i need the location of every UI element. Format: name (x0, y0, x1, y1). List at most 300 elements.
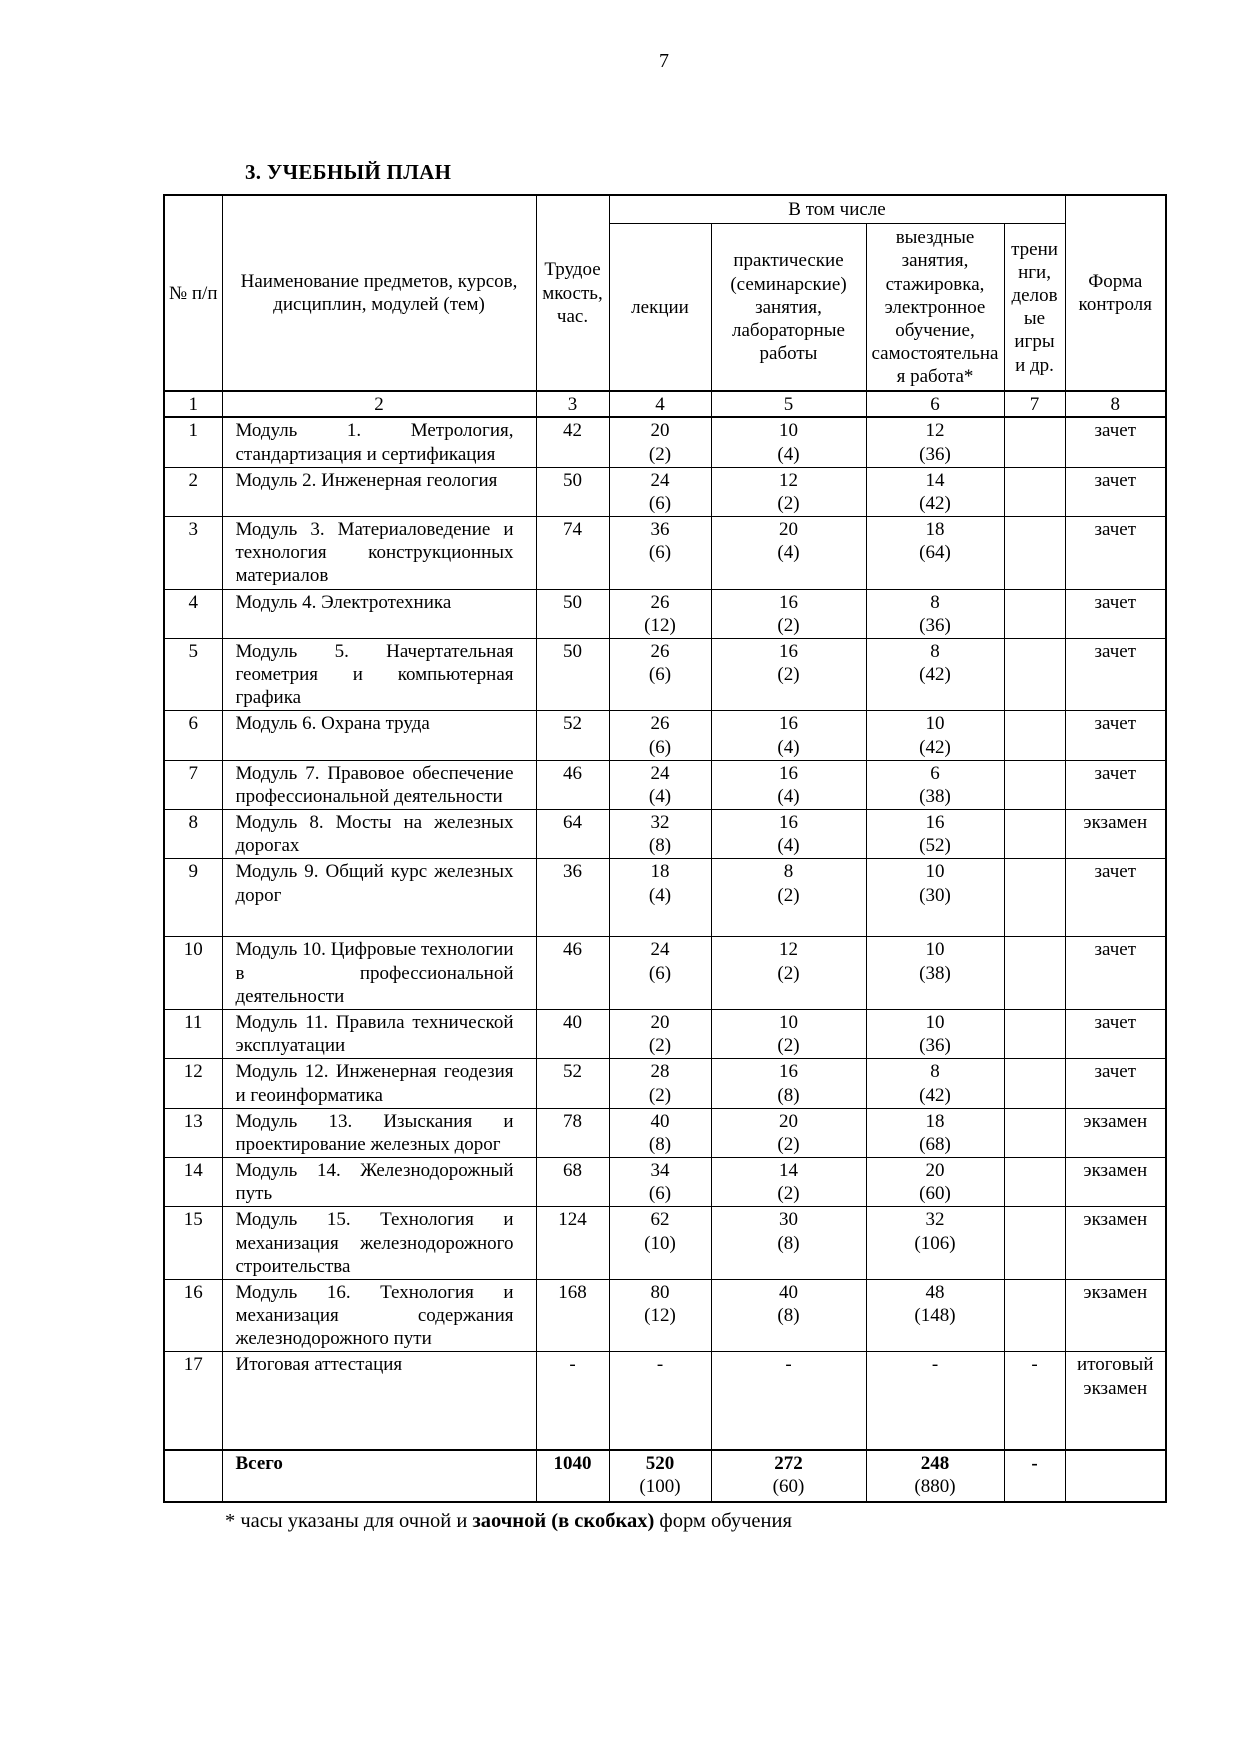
cell-name (222, 1352, 536, 1450)
cell-extramural-value: (4) (648, 785, 672, 807)
cell-value: 20 (925, 1160, 945, 1182)
cell-value: 32 (925, 1209, 945, 1231)
cell-hours (536, 1450, 609, 1502)
cell-value: - (1031, 1452, 1038, 1474)
cell-value: 36 (650, 519, 670, 541)
cell-name (222, 589, 536, 638)
header-col-trainings: тренинги, деловые игры и др. (1004, 224, 1065, 392)
cell-value: 12 (925, 420, 945, 442)
column-numbering-row (164, 391, 1166, 417)
cell-remote (866, 467, 1004, 516)
cell-value: 10 (925, 713, 945, 735)
column-number: 4 (609, 391, 711, 417)
cell-lectures (609, 1207, 711, 1280)
cell-value: 18 (925, 519, 945, 541)
table-row (164, 638, 1166, 711)
cell-value: 62 (650, 1209, 670, 1231)
cell-num (164, 1108, 222, 1157)
cell-extramural-value: (12) (644, 1305, 676, 1327)
cell-value: 6 (930, 762, 940, 784)
cell-extramural-value: (8) (777, 1305, 800, 1327)
header-col-lectures: лекции (609, 224, 711, 392)
cell-value: 124 (558, 1209, 587, 1231)
cell-extramural-value: (30) (919, 884, 951, 906)
column-number: 3 (536, 391, 609, 417)
table-body (164, 417, 1166, 1450)
cell-extramural-value: (2) (777, 1133, 800, 1155)
cell-value: 10 (925, 939, 945, 961)
table-row (164, 1207, 1166, 1280)
cell-trainings (1004, 1207, 1065, 1280)
cell-hours (536, 1158, 609, 1207)
cell-extramural-value: (4) (777, 736, 800, 758)
cell-extramural-value: (6) (648, 664, 672, 686)
cell-value: 18 (925, 1110, 945, 1132)
cell-control (1065, 638, 1166, 711)
cell-practice (711, 1450, 866, 1502)
cell-value: 36 (563, 861, 582, 883)
cell-value: Модуль 15. Технология и механизация железнодорожного строительства (235, 1209, 514, 1277)
cell-value: 17 (183, 1354, 203, 1376)
cell-value: 1040 (553, 1452, 592, 1474)
cell-value: 168 (558, 1281, 587, 1303)
cell-value: 8 (930, 591, 940, 613)
table-row (164, 517, 1166, 590)
cell-value: 64 (563, 812, 582, 834)
cell-value: зачет (1094, 591, 1137, 613)
cell-num (164, 638, 222, 711)
cell-value: 11 (184, 1011, 203, 1033)
cell-value: зачет (1094, 640, 1137, 662)
cell-practice (711, 760, 866, 809)
cell-practice (711, 1352, 866, 1450)
cell-extramural-value: (6) (648, 736, 672, 758)
cell-value: 80 (650, 1281, 670, 1303)
cell-lectures (609, 859, 711, 937)
cell-extramural-value: (4) (777, 835, 800, 857)
cell-value: 3 (188, 519, 198, 541)
cell-name (222, 810, 536, 859)
cell-value: Модуль 8. Мосты на железных дорогах (235, 812, 514, 857)
cell-lectures (609, 517, 711, 590)
cell-value: Модуль 11. Правила технической эксплуатации (235, 1011, 514, 1057)
cell-lectures (609, 638, 711, 711)
cell-value: 13 (183, 1110, 203, 1132)
cell-extramural-value: (64) (919, 542, 951, 564)
cell-remote (866, 1009, 1004, 1058)
cell-value: экзамен (1083, 1110, 1148, 1132)
cell-value: Модуль 2. Инженерная геология (235, 469, 498, 491)
cell-value: 16 (183, 1281, 203, 1303)
table-row (164, 1279, 1166, 1352)
cell-hours (536, 810, 609, 859)
cell-value: - (656, 1354, 664, 1376)
cell-name (222, 1158, 536, 1207)
cell-practice (711, 810, 866, 859)
cell-name (222, 1108, 536, 1157)
cell-value: Модуль 4. Электротехника (235, 591, 452, 613)
cell-value: зачет (1094, 519, 1137, 541)
cell-control (1065, 1158, 1166, 1207)
cell-value: зачет (1094, 861, 1137, 883)
cell-extramural-value: (2) (777, 1183, 800, 1205)
header-col-num: № п/п (164, 195, 222, 391)
cell-value: 20 (779, 519, 798, 541)
cell-value: 5 (188, 640, 198, 662)
cell-trainings (1004, 1059, 1065, 1108)
cell-value: Модуль 16. Технология и механизация содержания железнодорожного пути (235, 1281, 514, 1350)
cell-value: 48 (925, 1281, 945, 1303)
cell-practice (711, 1279, 866, 1352)
cell-extramural-value: (42) (919, 664, 951, 686)
cell-num (164, 1158, 222, 1207)
cell-value: 78 (563, 1110, 582, 1132)
cell-value: 4 (188, 591, 198, 613)
cell-value: 10 (779, 1011, 798, 1033)
cell-value: Модуль 10. Цифровые технологии в профессиональной деятельности (235, 939, 514, 1007)
cell-lectures (609, 1059, 711, 1108)
cell-remote (866, 417, 1004, 467)
cell-value: 9 (188, 861, 198, 883)
cell-extramural-value: (2) (777, 962, 800, 984)
cell-num (164, 1352, 222, 1450)
cell-value: 52 (563, 713, 582, 735)
document-content (163, 160, 1165, 1533)
table-row (164, 1009, 1166, 1058)
cell-extramural-value: (38) (919, 962, 951, 984)
cell-extramural-value: (42) (919, 1084, 951, 1106)
cell-name (222, 711, 536, 760)
table-row (164, 937, 1166, 1010)
cell-lectures (609, 1352, 711, 1450)
header-col-hours: Трудоемкость, час. (536, 195, 609, 391)
table-row (164, 760, 1166, 809)
cell-extramural-value: (52) (919, 835, 951, 857)
cell-value: зачет (1094, 939, 1137, 961)
cell-extramural-value: (148) (914, 1305, 956, 1327)
cell-trainings (1004, 638, 1065, 711)
cell-extramural-value: (2) (777, 492, 800, 514)
cell-value: 8 (188, 812, 198, 834)
cell-practice (711, 937, 866, 1010)
cell-value: Модуль 7. Правовое обеспечение профессиональной деятельности (235, 762, 514, 807)
footnote (225, 1510, 1165, 1533)
cell-extramural-value: (68) (919, 1133, 951, 1155)
cell-control (1065, 517, 1166, 590)
column-number: 8 (1065, 391, 1166, 417)
cell-extramural-value: (2) (777, 1035, 800, 1057)
cell-value: зачет (1094, 1061, 1137, 1083)
cell-extramural-value: (42) (919, 736, 951, 758)
cell-hours (536, 937, 609, 1010)
cell-remote (866, 1059, 1004, 1108)
cell-lectures (609, 760, 711, 809)
table-row (164, 810, 1166, 859)
cell-value: - (569, 1354, 576, 1376)
cell-value: Модуль 3. Материаловедение и технология конструкционных материалов (235, 519, 514, 587)
table-row (164, 589, 1166, 638)
column-number: 5 (711, 391, 866, 417)
cell-value: 12 (183, 1061, 203, 1083)
total-row (164, 1450, 1166, 1502)
cell-hours (536, 1059, 609, 1108)
cell-extramural-value: (6) (648, 542, 672, 564)
cell-value: 16 (779, 1061, 798, 1083)
cell-extramural-value: (4) (648, 884, 672, 906)
cell-remote (866, 589, 1004, 638)
cell-value: 16 (779, 762, 798, 784)
cell-lectures (609, 1279, 711, 1352)
cell-value: 40 (650, 1110, 670, 1132)
cell-trainings (1004, 810, 1065, 859)
cell-control (1065, 589, 1166, 638)
cell-value: 14 (925, 469, 945, 491)
cell-value: 18 (650, 861, 670, 883)
cell-extramural-value: (2) (777, 614, 800, 636)
cell-remote (866, 810, 1004, 859)
cell-remote (866, 1279, 1004, 1352)
cell-control (1065, 1352, 1166, 1450)
footnote-text: форм обучения (654, 1509, 792, 1532)
cell-extramural-value: (8) (777, 1232, 800, 1254)
cell-extramural-value: (60) (919, 1183, 951, 1205)
cell-value: Модуль 12. Инженерная геодезия и геоинформатика (235, 1061, 514, 1106)
cell-value: 15 (183, 1209, 203, 1231)
table-footer (164, 1450, 1166, 1502)
cell-extramural-value: (4) (777, 785, 800, 807)
cell-value: 24 (650, 762, 670, 784)
cell-control (1065, 810, 1166, 859)
cell-value: Модуль 5. Начертательная геометрия и компьютерная графика (235, 640, 514, 709)
table-row (164, 1059, 1166, 1108)
cell-value: зачет (1094, 713, 1137, 735)
cell-trainings (1004, 859, 1065, 937)
column-number: 6 (866, 391, 1004, 417)
cell-control (1065, 417, 1166, 467)
cell-value: 8 (783, 861, 794, 883)
section-title: 3. УЧЕБНЫЙ ПЛАН (245, 160, 452, 184)
cell-name (222, 859, 536, 937)
cell-value: 14 (779, 1160, 798, 1182)
cell-extramural-value: (8) (648, 1133, 672, 1155)
cell-value: Модуль 9. Общий курс железных дорог (235, 861, 514, 906)
cell-extramural-value: (880) (914, 1476, 956, 1498)
cell-trainings (1004, 937, 1065, 1010)
cell-hours (536, 711, 609, 760)
table-header (164, 195, 1166, 417)
footnote-bold-text: заочной (в скобках) (472, 1509, 655, 1532)
cell-value: - (785, 1354, 792, 1376)
cell-trainings (1004, 417, 1065, 467)
cell-hours (536, 760, 609, 809)
cell-extramural-value: (2) (777, 884, 800, 906)
cell-value: зачет (1094, 1011, 1137, 1033)
cell-name (222, 1009, 536, 1058)
cell-remote (866, 1108, 1004, 1157)
cell-control (1065, 1279, 1166, 1352)
cell-trainings (1004, 1279, 1065, 1352)
cell-extramural-value: (2) (648, 1084, 672, 1106)
cell-name (222, 1279, 536, 1352)
cell-extramural-value: (4) (777, 542, 800, 564)
header-group-including: В том числе (609, 195, 1065, 224)
column-number: 1 (164, 391, 222, 417)
cell-value: 74 (563, 519, 582, 541)
cell-value: итоговый экзамен (1077, 1354, 1154, 1399)
cell-practice (711, 589, 866, 638)
cell-value: 272 (774, 1452, 803, 1474)
table-row (164, 467, 1166, 516)
cell-name (222, 467, 536, 516)
cell-lectures (609, 711, 711, 760)
cell-remote (866, 859, 1004, 937)
cell-value: 248 (920, 1452, 950, 1474)
cell-value: 8 (930, 1061, 940, 1083)
cell-name (222, 1059, 536, 1108)
cell-num (164, 760, 222, 809)
cell-hours (536, 1009, 609, 1058)
cell-name (222, 517, 536, 590)
cell-num (164, 711, 222, 760)
curriculum-table (163, 194, 1167, 1503)
cell-trainings (1004, 1009, 1065, 1058)
cell-value: 16 (779, 591, 798, 613)
cell-trainings (1004, 467, 1065, 516)
cell-name (222, 760, 536, 809)
cell-hours (536, 467, 609, 516)
cell-value: 20 (650, 1011, 670, 1033)
cell-hours (536, 589, 609, 638)
cell-value: Модуль 6. Охрана труда (235, 713, 430, 735)
cell-hours (536, 1207, 609, 1280)
cell-num (164, 810, 222, 859)
cell-num (164, 1450, 222, 1502)
table-row (164, 859, 1166, 937)
cell-value: 50 (563, 640, 582, 662)
cell-extramural-value: (60) (772, 1476, 805, 1498)
cell-extramural-value: (6) (648, 1183, 672, 1205)
cell-value: 68 (563, 1160, 582, 1182)
cell-value: 46 (563, 939, 582, 961)
cell-value: 14 (183, 1160, 203, 1182)
cell-control (1065, 760, 1166, 809)
cell-remote (866, 638, 1004, 711)
cell-value: экзамен (1083, 1209, 1148, 1231)
cell-trainings (1004, 1352, 1065, 1450)
cell-value: Модуль 14. Железнодорожный путь (235, 1160, 514, 1205)
cell-num (164, 937, 222, 1010)
cell-num (164, 1207, 222, 1280)
cell-practice (711, 711, 866, 760)
header-col-remote: выездные занятия, стажировка, электронное обучение, самостоятельная работа* (866, 224, 1004, 392)
cell-value: экзамен (1083, 1160, 1148, 1182)
cell-control (1065, 467, 1166, 516)
cell-value: 10 (779, 420, 798, 442)
cell-value: 50 (563, 591, 582, 613)
cell-value: 10 (925, 1011, 945, 1033)
cell-extramural-value: (2) (777, 664, 800, 686)
cell-hours (536, 517, 609, 590)
cell-num (164, 859, 222, 937)
cell-value: 12 (779, 939, 798, 961)
cell-lectures (609, 1009, 711, 1058)
cell-num (164, 589, 222, 638)
cell-value: 6 (188, 713, 198, 735)
cell-control (1065, 859, 1166, 937)
cell-extramural-value: (8) (777, 1084, 800, 1106)
cell-control (1065, 937, 1166, 1010)
cell-value: 26 (650, 713, 670, 735)
cell-value: 8 (930, 640, 940, 662)
cell-trainings (1004, 760, 1065, 809)
cell-remote (866, 760, 1004, 809)
cell-value: 24 (650, 939, 670, 961)
cell-extramural-value: (42) (919, 492, 951, 514)
cell-remote (866, 1207, 1004, 1280)
cell-remote (866, 1158, 1004, 1207)
cell-extramural-value: (4) (777, 443, 800, 465)
cell-value: 50 (563, 469, 582, 491)
cell-trainings (1004, 589, 1065, 638)
cell-value: экзамен (1083, 812, 1148, 834)
cell-practice (711, 859, 866, 937)
cell-value: 16 (779, 713, 798, 735)
cell-remote (866, 517, 1004, 590)
table-row (164, 417, 1166, 467)
cell-name (222, 638, 536, 711)
cell-lectures (609, 1450, 711, 1502)
cell-value: зачет (1094, 469, 1137, 491)
cell-trainings (1004, 1108, 1065, 1157)
cell-practice (711, 517, 866, 590)
cell-value: 10 (183, 939, 203, 961)
cell-num (164, 1059, 222, 1108)
cell-num (164, 1009, 222, 1058)
cell-control (1065, 1108, 1166, 1157)
cell-remote (866, 937, 1004, 1010)
cell-practice (711, 638, 866, 711)
cell-trainings (1004, 1158, 1065, 1207)
header-col-practice: практические (семинарские) занятия, лабораторные работы (711, 224, 866, 392)
cell-control (1065, 1207, 1166, 1280)
cell-practice (711, 467, 866, 516)
cell-num (164, 517, 222, 590)
cell-trainings (1004, 1450, 1065, 1502)
cell-value: Модуль 13. Изыскания и проектирование железных дорог (235, 1110, 514, 1155)
total-label: Всего (222, 1450, 536, 1502)
cell-name (222, 417, 536, 467)
column-number: 7 (1004, 391, 1065, 417)
cell-practice (711, 1108, 866, 1157)
cell-value: - (1031, 1354, 1038, 1376)
cell-extramural-value: (8) (648, 835, 672, 857)
cell-trainings (1004, 711, 1065, 760)
cell-extramural-value: (2) (648, 1035, 672, 1057)
cell-value: 10 (925, 861, 945, 883)
cell-hours (536, 417, 609, 467)
cell-lectures (609, 417, 711, 467)
column-number: 2 (222, 391, 536, 417)
cell-value: 52 (563, 1061, 582, 1083)
cell-value: 2 (188, 469, 198, 491)
cell-hours (536, 1352, 609, 1450)
header-col-control: Форма контроля (1065, 195, 1166, 391)
cell-extramural-value: (106) (914, 1232, 956, 1254)
cell-hours (536, 1279, 609, 1352)
cell-trainings (1004, 517, 1065, 590)
cell-practice (711, 1009, 866, 1058)
cell-hours (536, 638, 609, 711)
